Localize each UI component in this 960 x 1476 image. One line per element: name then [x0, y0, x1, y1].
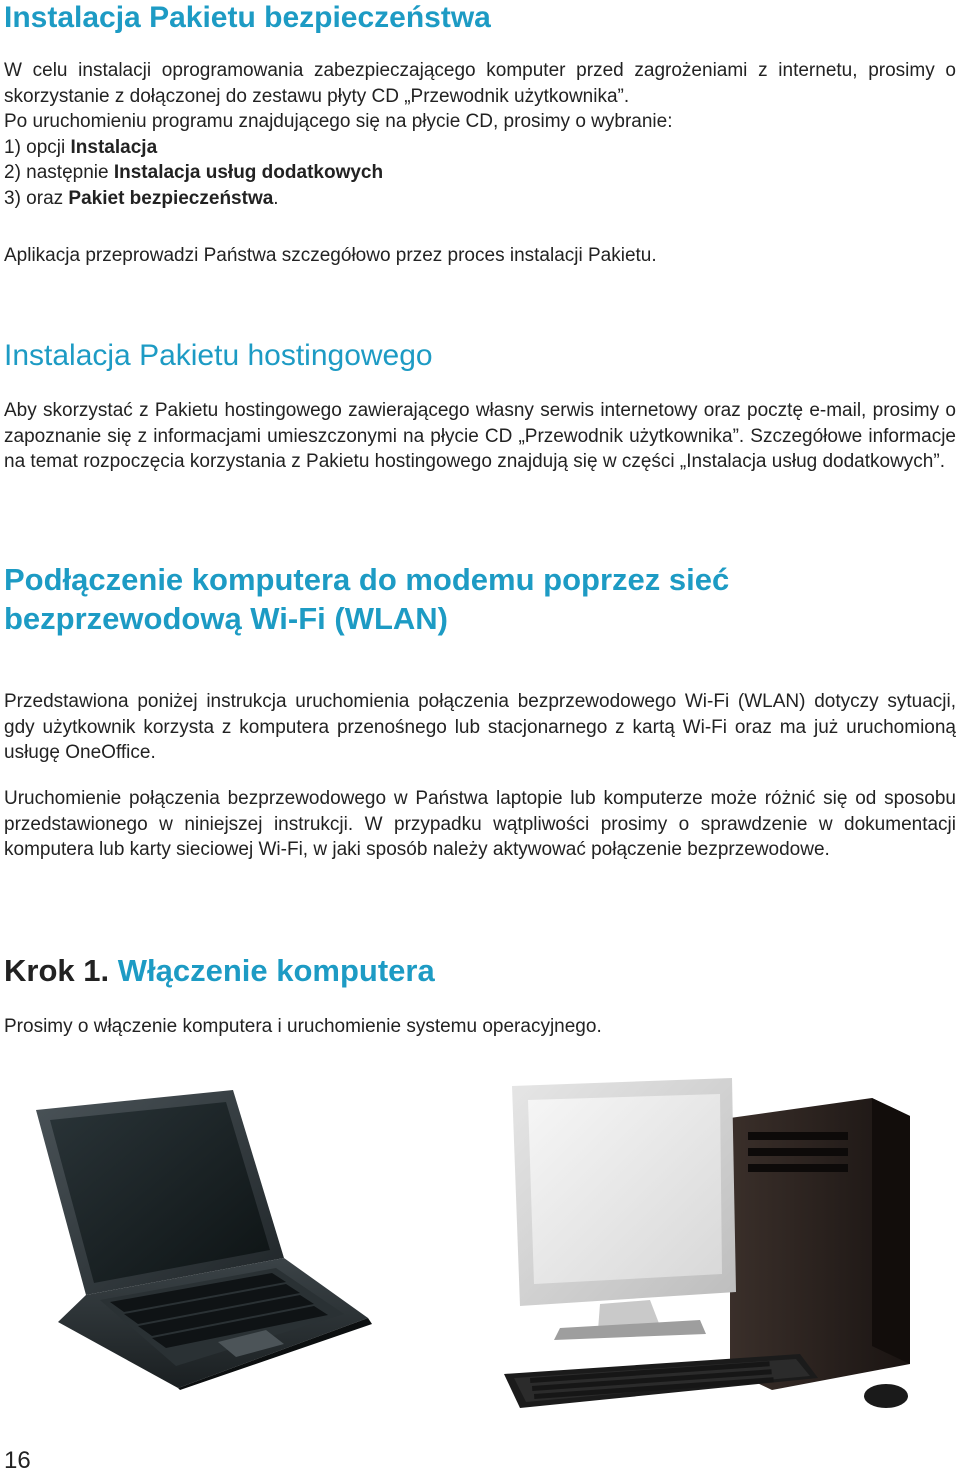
desktop-computer-image: [500, 1078, 960, 1434]
security-paragraph: W celu instalacji oprogramowania zabezpieczającego komputer przed zagrożeniami z internetu, prosimy o skorzystanie z dołączonej do zestawu płyty CD „Przewodnik użytkownika”.: [4, 60, 956, 107]
security-choose-text: Po uruchomieniu programu znajdującego się na płycie CD, prosimy o wybranie:: [4, 111, 673, 132]
step-heading: [4, 952, 435, 990]
step-item-1-bold: Instalacja: [70, 136, 158, 158]
step-item-2: [4, 160, 956, 186]
step-item-2-prefix: 2) następnie: [4, 162, 114, 183]
section-title-security: Instalacja Pakietu bezpieczeństwa: [4, 1, 491, 34]
step-item-3-bold: Pakiet bezpieczeństwa: [68, 187, 274, 209]
wlan-paragraph-2: Uruchomienie połączenia bezprzewodowego w Państwa laptopie lub komputerze może różnić się od sposobu przedstawionego w niniejszej instrukcji. W przypadku wątpliwości prosimy o sprawdzenie w dokumentacji komputera lub karty sieciowej Wi-Fi, w jaki sposób należy aktywować połączenie bezprzewodowe.: [4, 788, 956, 860]
step-item-1-prefix: 1) opcji: [4, 136, 71, 158]
step-item-3-suffix: .: [273, 187, 279, 209]
section-title-hosting: Instalacja Pakietu hostingowego: [4, 339, 433, 372]
step-item-3-prefix: 3) oraz: [4, 187, 69, 209]
security-instructions: [4, 58, 956, 211]
wlan-paragraph-1: Przedstawiona poniżej instrukcja uruchomienia połączenia bezprzewodowego Wi-Fi (WLAN) dotyczy sytuacji, gdy użytkownik korzysta z komputera przenośnego lub stacjonarnego z kartą Wi-Fi oraz ma już uruchomioną usługę OneOffice.: [4, 691, 956, 763]
security-note: Aplikacja przeprowadzi Państwa szczegółowo przez proces instalacji Pakietu.: [4, 245, 657, 266]
step-item-1: [4, 135, 956, 161]
step-item-2-bold: Instalacja usług dodatkowych: [113, 162, 384, 183]
hosting-paragraph: Aby skorzystać z Pakietu hostingowego zawierającego własny serwis internetowy oraz pocztę e-mail, prosimy o zapoznanie się z informacjami umieszczonymi na płycie CD „Przewodnik użytkownika”. Szczegółowe informacje na temat rozpoczęcia korzystania z Pakietu hostingowego znajdują się w części „Instalacja usług dodatkowych”.: [4, 400, 956, 472]
wlan-title-line2: bezprzewodową Wi-Fi (WLAN): [4, 601, 449, 636]
page-number: 16: [4, 1447, 31, 1474]
laptop-image: [28, 1090, 378, 1390]
section-title-wlan: [4, 560, 729, 638]
step-title: Włączenie komputera: [117, 953, 435, 988]
step-label: Krok 1.: [4, 953, 110, 988]
step-text: Prosimy o włączenie komputera i uruchomienie systemu operacyjnego.: [4, 1016, 602, 1037]
step-item-3: [4, 186, 956, 212]
wlan-title-line1: Podłączenie komputera do modemu poprzez sieć: [4, 562, 730, 597]
